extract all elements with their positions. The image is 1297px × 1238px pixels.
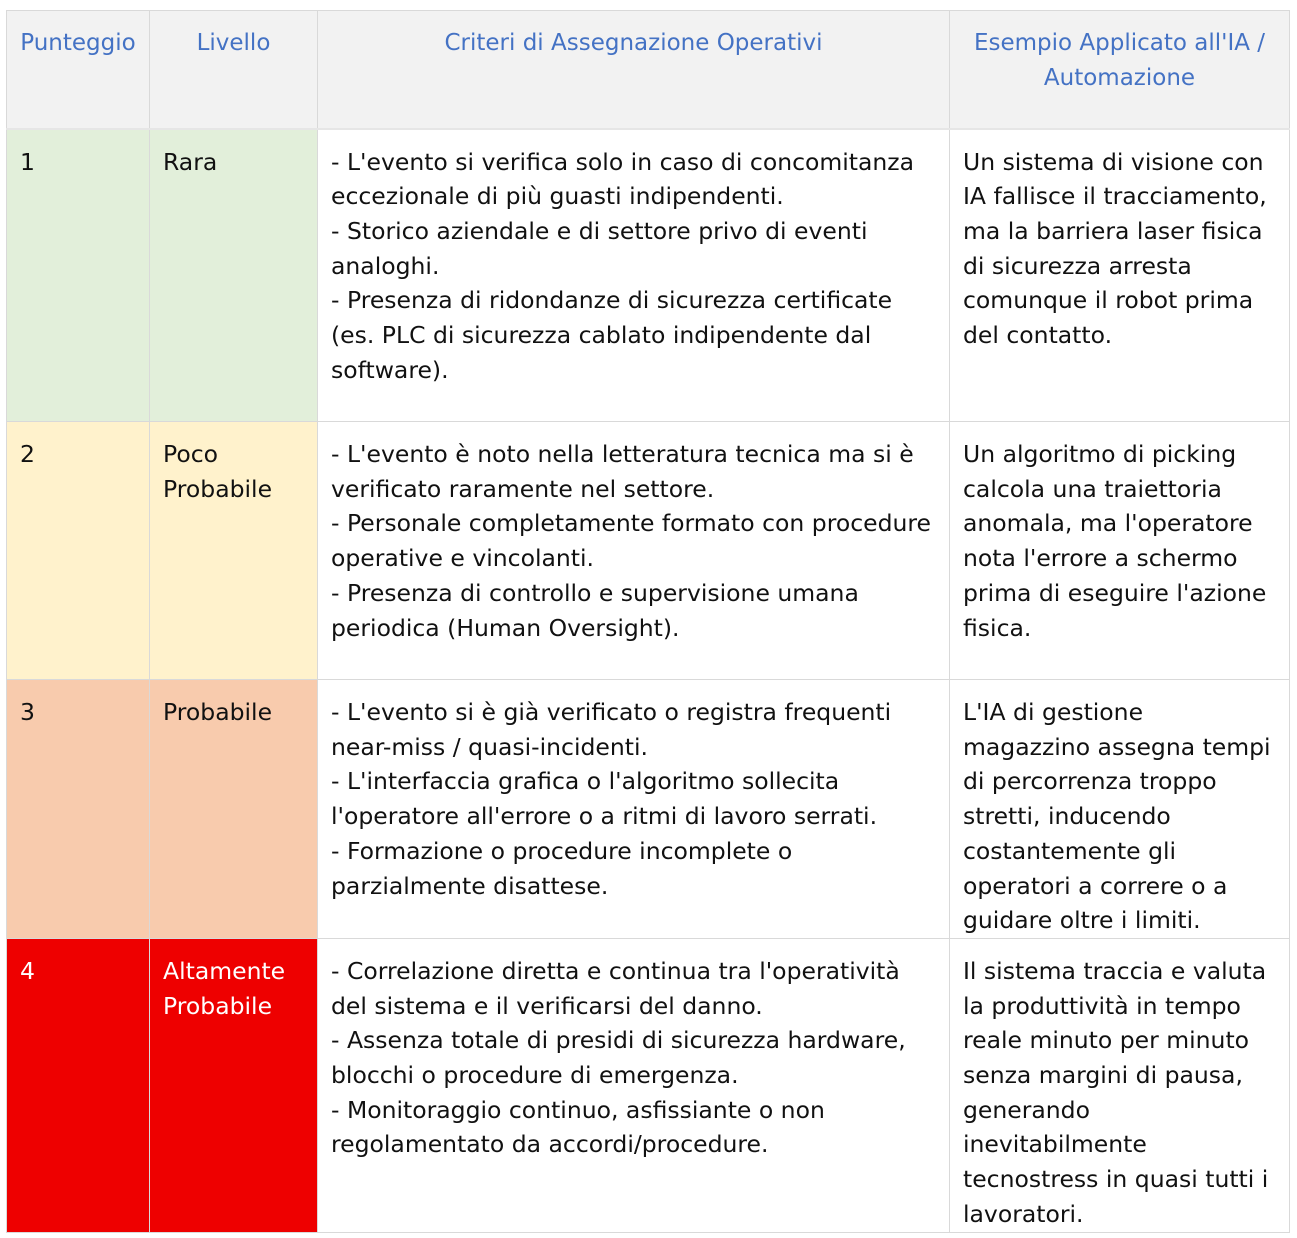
example-cell: L'IA di gestione magazzino assegna tempi di percorrenza troppo stretti, inducendo costantemente gli operatori a correre o a guidare oltre i limiti.	[950, 680, 1290, 939]
header-row	[7, 11, 1290, 129]
table-row	[7, 680, 1290, 939]
criteria-item: - Assenza totale di presidi di sicurezza hardware, blocchi o procedure di emergenza.	[331, 1026, 906, 1090]
example-cell: Un sistema di visione con IA fallisce il tracciamento, ma la barriera laser fisica di sicurezza arresta comunque il robot prima del contatto.	[950, 129, 1290, 422]
criteria-item: - Monitoraggio continuo, asfissiante o non regolamentato da accordi/procedure.	[331, 1095, 825, 1159]
score-cell: 1	[7, 129, 150, 422]
criteria-cell	[318, 422, 950, 680]
criteria-item: - L'evento è noto nella letteratura tecnica ma si è verificato raramente nel settore.	[331, 440, 914, 503]
level-cell: Rara	[150, 129, 318, 422]
score-cell: 4	[7, 938, 150, 1232]
level-cell: Poco Probabile	[150, 422, 318, 680]
criteria-item: - L'evento si verifica solo in caso di concomitanza eccezionale di più guasti indipendenti.	[331, 147, 915, 211]
header-level: Livello	[150, 11, 318, 129]
level-cell: Probabile	[150, 680, 318, 939]
risk-probability-table	[6, 10, 1290, 1233]
criteria-item: - Formazione o procedure incomplete o parzialmente disattese.	[331, 836, 793, 900]
table-row	[7, 422, 1290, 680]
criteria-item: - Personale completamente formato con procedure operative e vincolanti.	[331, 509, 932, 573]
criteria-item: - Storico aziendale e di settore privo di eventi analoghi.	[331, 216, 868, 280]
criteria-item: - L'interfaccia grafica o l'algoritmo sollecita l'operatore all'errore o a ritmi di lavoro serrati.	[331, 767, 878, 831]
criteria-item: - L'evento si è già verificato o registra frequenti near-miss / quasi-incidenti.	[331, 698, 892, 761]
criteria-cell	[318, 129, 950, 422]
score-cell: 2	[7, 422, 150, 680]
criteria-item: - Presenza di controllo e supervisione umana periodica (Human Oversight).	[331, 578, 859, 642]
example-cell: Il sistema traccia e valuta la produttività in tempo reale minuto per minuto senza margini di pausa, generando inevitabilmente tecnostress in quasi tutti i lavoratori.	[950, 938, 1290, 1232]
header-criteria: Criteri di Assegnazione Operativi	[318, 11, 950, 129]
criteria-item: - Presenza di ridondanze di sicurezza certificate (es. PLC di sicurezza cablato indipendente dal software).	[331, 286, 893, 384]
table-row	[7, 938, 1290, 1232]
table-row	[7, 129, 1290, 422]
criteria-item: - Correlazione diretta e continua tra l'operatività del sistema e il verificarsi del danno.	[331, 956, 900, 1020]
level-cell: Altamente Probabile	[150, 938, 318, 1232]
example-cell: Un algoritmo di picking calcola una traiettoria anomala, ma l'operatore nota l'errore a schermo prima di eseguire l'azione fisica.	[950, 422, 1290, 680]
header-example: Esempio Applicato all'IA / Automazione	[950, 11, 1290, 129]
criteria-cell	[318, 938, 950, 1232]
header-score: Punteggio	[7, 11, 150, 129]
criteria-cell	[318, 680, 950, 939]
score-cell: 3	[7, 680, 150, 939]
